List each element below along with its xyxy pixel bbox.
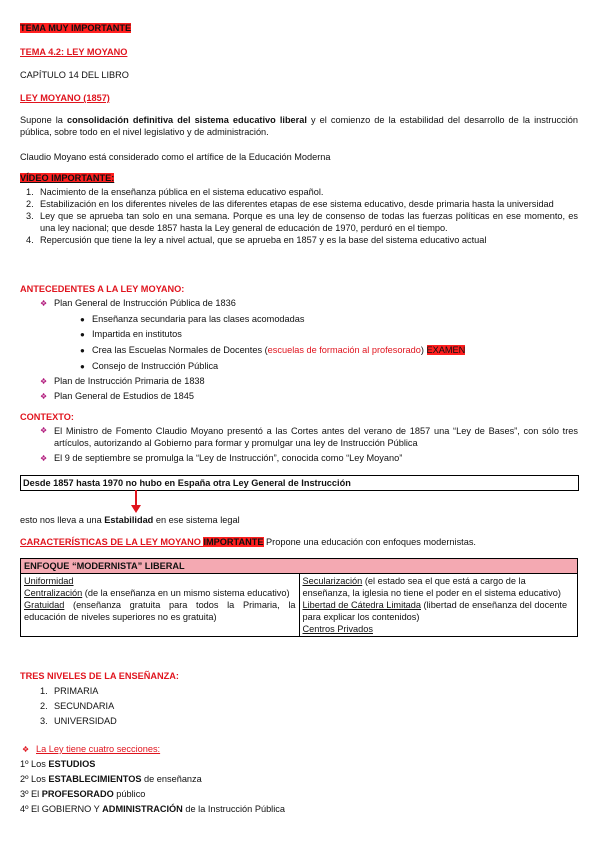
moyano-paragraph: Claudio Moyano está considerado como el artífice de la Educación Moderna	[20, 152, 331, 162]
bullet-icon: ●	[80, 315, 85, 324]
plan-1845	[40, 390, 194, 403]
seccion-text: público	[113, 789, 146, 799]
diamond-bullet-icon: ❖	[40, 377, 48, 386]
secularizacion-text: (el estado sea el que está a cargo de la enseñanza, la iglesia no tiene el poder en el sistema educativo)	[302, 576, 561, 598]
secciones-label	[22, 743, 160, 756]
seccion-text: 4º El GOBIERNO Y	[20, 804, 103, 814]
stability-line	[20, 514, 240, 526]
topic-title: TEMA 4.2: LEY MOYANO	[20, 47, 128, 57]
caracteristicas-label: CARACTERÍSTICAS DE LA LEY MOYANO	[20, 537, 204, 547]
table-right-cell	[299, 574, 578, 637]
sub-text: Crea las Escuelas Normales de Docentes (	[92, 345, 268, 355]
antecedente-sub	[80, 360, 218, 373]
plan-1838	[40, 375, 205, 388]
seccion-bold: ESTABLECIMIENTOS	[48, 774, 142, 784]
video-item-text: Ley que se aprueba tan solo en una semana. Porque es una ley de consenso de todas las fuerzas políticas en ese momento, es una ley nacional; que desde 1857 hasta la Ley general de educación de 1970, perduró en el tiempo.	[40, 211, 578, 233]
nivel-text: SECUNDARIA	[54, 701, 115, 711]
intro-paragraph	[20, 114, 578, 138]
plan-text: Plan de Instrucción Primaria de 1838	[54, 376, 205, 386]
bullet-icon: ●	[80, 330, 85, 339]
seccion-1	[20, 758, 95, 770]
gratuidad-label: Gratuidad	[24, 600, 65, 610]
seccion-4	[20, 803, 285, 815]
video-item: 1. Nacimiento de la enseñanza pública en el sistema educativo español.	[26, 187, 324, 197]
plan-text: Plan General de Instrucción Pública de 1836	[54, 298, 236, 308]
nivel-text: PRIMARIA	[54, 686, 99, 696]
video-list	[26, 186, 578, 246]
table-header: ENFOQUE “MODERNISTA” LIBERAL	[21, 559, 578, 574]
arrowhead-icon	[131, 505, 141, 513]
centros-privados: Centros Privados	[302, 624, 373, 634]
video-item: 2. Estabilización en los diferentes niveles de las diferentes etapas de ese sistema educativo, desde primaria hasta la universidad	[26, 199, 554, 209]
intro-text-bold: consolidación definitiva del sistema educativo liberal	[66, 115, 307, 125]
plan-1836	[40, 297, 236, 310]
contexto-label: CONTEXTO:	[20, 412, 74, 422]
nivel-item: 2. SECUNDARIA	[40, 701, 115, 711]
intro-text-c: y el comienzo de la estabilidad del desarrollo de la instrucción pública, sobre todo en el nivel legislativo y de administración.	[20, 115, 578, 137]
diamond-bullet-icon: ❖	[40, 299, 48, 308]
video-item: 4. Repercusión que tiene la ley a nivel actual, que se aprueba en 1857 y es la base del sistema educativo actual	[26, 235, 487, 245]
centralizacion-text: (de la enseñanza en un mismo sistema educativo)	[82, 588, 290, 598]
examen-tag: EXAMEN	[426, 345, 466, 355]
important-tag	[20, 22, 131, 34]
seccion-2	[20, 773, 202, 785]
contexto-item	[40, 452, 402, 465]
seccion-text: de enseñanza	[141, 774, 202, 784]
antecedente-sub	[80, 344, 465, 357]
niveles-label: TRES NIVELES DE LA ENSEÑANZA:	[20, 671, 179, 681]
antecedentes-label: ANTECEDENTES A LA LEY MOYANO:	[20, 284, 185, 294]
diamond-bullet-icon: ❖	[40, 454, 48, 463]
sub-text: Enseñanza secundaria para las clases acomodadas	[92, 314, 305, 324]
gratuidad-text: (enseñanza gratuita para todos la Primaria, la educación de niveles superiores no es gratuita)	[24, 600, 296, 622]
diamond-bullet-icon: ❖	[40, 392, 48, 401]
stability-text-c: en ese sistema legal	[153, 515, 240, 525]
contexto-text: El 9 de septiembre se promulga la “Ley de Instrucción”, conocida como “Ley Moyano”	[54, 453, 403, 463]
sub-text: Consejo de Instrucción Pública	[92, 361, 219, 371]
seccion-bold: ADMINISTRACIÓN	[102, 804, 183, 814]
diamond-bullet-icon: ❖	[40, 426, 48, 435]
libertad-label: Libertad de Cátedra Limitada	[302, 600, 421, 610]
seccion-bold: ESTUDIOS	[48, 759, 96, 769]
key-fact-text: Desde 1857 hasta 1970 no hubo en España otra Ley General de Instrucción	[23, 478, 351, 488]
intro-text-a: Supone la	[20, 115, 67, 125]
contexto-item	[40, 425, 578, 449]
nivel-text: UNIVERSIDAD	[54, 716, 117, 726]
video-item: 3. Ley que se aprueba tan solo en una semana. Porque es una ley de consenso de todas las fuerzas políticas en ese momento, es una ley nacional; que desde 1857 hasta la Ley general de educación de 1970, perduró en el tiempo.	[26, 211, 578, 233]
uniformidad: Uniformidad	[24, 576, 74, 586]
seccion-bold: PROFESORADO	[41, 789, 114, 799]
table-left-cell	[21, 574, 300, 637]
video-label	[20, 172, 114, 184]
contexto-text: El Ministro de Fomento Claudio Moyano presentó a las Cortes antes del verano de 1857 una “Ley de Bases”, con sólo tres artículos, autorizando al Gobierno para formar y promulgar una ley de Instrucción Pública	[54, 426, 578, 448]
chapter-label: CAPÍTULO 14 DEL LIBRO	[20, 70, 129, 80]
stability-text-a: esto nos lleva a una	[20, 515, 105, 525]
video-item-text: Nacimiento de la enseñanza pública en el sistema educativo español.	[40, 187, 324, 197]
seccion-text: 2º Los	[20, 774, 49, 784]
caracteristicas-text: Propone una educación con enfoques modernistas.	[263, 537, 476, 547]
diamond-bullet-icon: ❖	[22, 745, 30, 754]
libertad-text: (libertad de enseñanza del docente para explicar los contenidos)	[302, 600, 568, 622]
secciones-label-text: La Ley tiene cuatro secciones:	[36, 744, 161, 754]
video-label-text: VÍDEO IMPORTANTE:	[20, 173, 115, 183]
antecedente-sub	[80, 328, 182, 341]
secularizacion-label: Secularización	[302, 576, 363, 586]
plan-text: Plan General de Estudios de 1845	[54, 391, 194, 401]
sub-text: Impartida en institutos	[92, 329, 182, 339]
bullet-icon: ●	[80, 346, 85, 355]
bullet-icon: ●	[80, 362, 85, 371]
seccion-text: 1º Los	[20, 759, 49, 769]
caracteristicas-heading	[20, 536, 476, 548]
importante-tag: IMPORTANTE	[203, 537, 264, 547]
important-tag-text: TEMA MUY IMPORTANTE	[20, 23, 132, 33]
video-item-text: Estabilización en los diferentes niveles de las diferentes etapas de ese sistema educativo, desde primaria hasta la universidad	[40, 199, 554, 209]
video-item-text: Repercusión que tiene la ley a nivel actual, que se aprueba en 1857 y es la base del sistema educativo actual	[40, 235, 487, 245]
law-title: LEY MOYANO (1857)	[20, 93, 110, 103]
sub-close-paren: )	[420, 345, 427, 355]
sub-red-text: escuelas de formación al profesorado	[267, 345, 421, 355]
seccion-3	[20, 788, 145, 800]
antecedente-sub	[80, 313, 304, 326]
nivel-item: 3. UNIVERSIDAD	[40, 716, 117, 726]
centralizacion-label: Centralización	[24, 588, 83, 598]
nivel-item: 1. PRIMARIA	[40, 686, 99, 696]
stability-text-bold: Estabilidad	[104, 515, 154, 525]
enfoque-table	[20, 558, 578, 637]
seccion-text: 3º El	[20, 789, 42, 799]
seccion-text: de la Instrucción Pública	[182, 804, 285, 814]
